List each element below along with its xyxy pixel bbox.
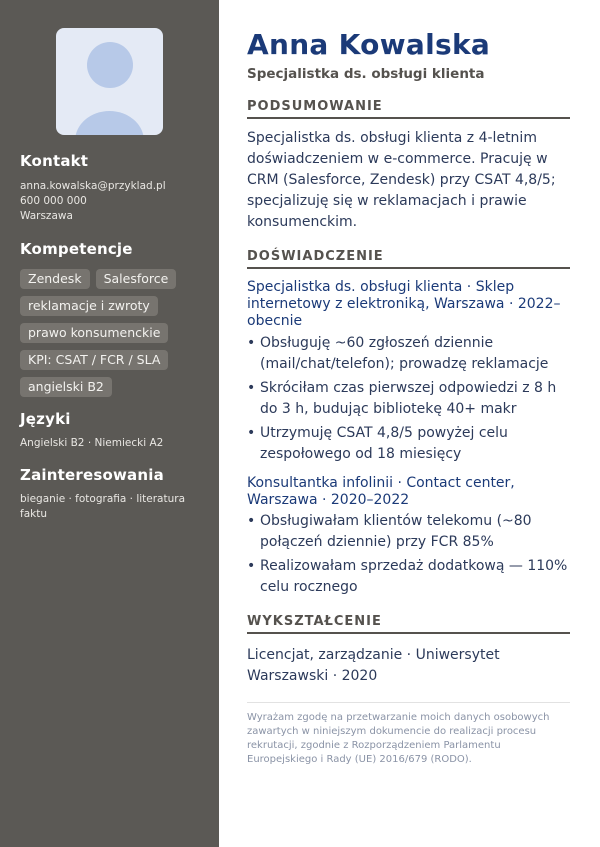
contact-section: [20, 152, 205, 224]
job-bullet: • Realizowałam sprzedaż dodatkową — 110% celu rocznego: [247, 556, 570, 598]
education-heading: WYKSZTAŁCENIE: [247, 614, 570, 634]
job-bullet: • Obsługuję ~60 zgłoszeń dziennie (mail/chat/telefon); prowadzę reklamacje: [247, 333, 570, 375]
job-bullet-list: [247, 333, 570, 468]
job-bullet: • Skróciłam czas pierwszej odpowiedzi z 8 h do 3 h, budując bibliotekę 40+ makr: [247, 378, 570, 420]
languages-section: [20, 410, 205, 451]
summary-heading: PODSUMOWANIE: [247, 99, 570, 119]
gdpr-consent-clause: Wyrażam zgodę na przetwarzanie moich danych osobowych zawartych w niniejszym dokumencie do realizacji procesu rekrutacji, zgodnie z Rozporządzeniem Parlamentu Europejskiego i Rady (UE) 2016/679 (RODO).: [247, 712, 550, 765]
footer-divider: [247, 702, 570, 703]
skill-chip: Salesforce: [96, 269, 177, 289]
skill-chip: KPI: CSAT / FCR / SLA: [20, 350, 168, 370]
contact-heading: Kontakt: [20, 152, 89, 170]
candidate-name: Anna Kowalska: [247, 28, 491, 61]
skill-chip: prawo konsumenckie: [20, 323, 168, 343]
interests-heading: Zainteresowania: [20, 466, 164, 484]
contact-phone: 600 000 000: [20, 195, 87, 207]
interests-section: [20, 466, 205, 522]
skill-chip: Zendesk: [20, 269, 90, 289]
summary-text: Specjalistka ds. obsługi klienta z 4-letnim doświadczeniem w e-commerce. Pracuję w CRM (Salesforce, Zendesk) przy CSAT 4,8/5; specjalizuję się w reklamacjach i prawie konsumenckim.: [247, 130, 556, 230]
job-bullet-list: [247, 511, 570, 601]
contact-city: Warszawa: [20, 210, 73, 222]
skills-section: [20, 240, 205, 397]
skills-chip-list: [20, 269, 205, 397]
candidate-role: Specjalistka ds. obsługi klienta: [247, 66, 485, 82]
avatar-head-shape: [87, 42, 133, 88]
contact-email: anna.kowalska@przyklad.pl: [20, 180, 166, 192]
job-title: Specjalistka ds. obsługi klienta · Sklep internetowy z elektroniką, Warszawa · 2022–obecnie: [247, 279, 561, 329]
avatar-body-shape: [75, 111, 144, 135]
skills-heading: Kompetencje: [20, 240, 133, 258]
job-bullet: • Obsługiwałam klientów telekomu (~80 połączeń dziennie) przy FCR 85%: [247, 511, 570, 553]
skill-chip: angielski B2: [20, 377, 112, 397]
job-bullet: • Utrzymuję CSAT 4,8/5 powyżej celu zespołowego od 18 miesięcy: [247, 423, 570, 465]
experience-heading: DOŚWIADCZENIE: [247, 249, 570, 269]
avatar-placeholder: [56, 28, 163, 135]
skill-chip: reklamacje i zwroty: [20, 296, 158, 316]
education-text: Licencjat, zarządzanie · Uniwersytet Warszawski · 2020: [247, 647, 500, 684]
languages-heading: Języki: [20, 410, 71, 428]
job-title: Konsultantka infolinii · Contact center, Warszawa · 2020–2022: [247, 475, 515, 508]
languages-text: Angielski B2 · Niemiecki A2: [20, 437, 164, 449]
interests-text: bieganie · fotografia · literatura faktu: [20, 493, 186, 520]
